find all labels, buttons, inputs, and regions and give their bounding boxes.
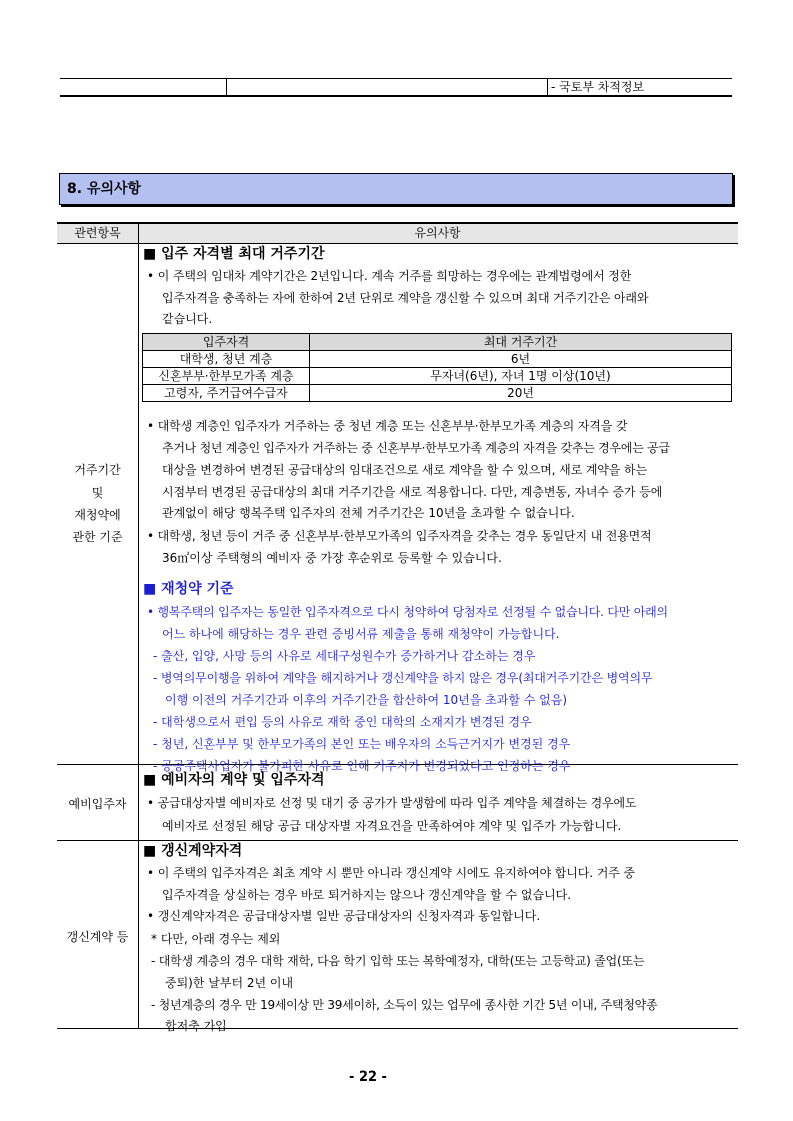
- renewal-label: 갱신계약 등: [66, 930, 129, 944]
- period-table: [142, 333, 732, 402]
- period-table-cell: 고령자, 주거급여수급자: [143, 385, 310, 402]
- renewal-line: - 대학생 계층의 경우 대학 재학, 다음 학기 입학 또는 복학예정자, 대학(또는 고등학교) 졸업(또는: [151, 954, 645, 968]
- reserve-heading: ■ 예비자의 계약 및 입주자격: [143, 772, 325, 788]
- period-table-cell: 6년: [310, 351, 732, 368]
- renewal-line: 합저축 가입: [165, 1019, 227, 1033]
- header-row-bottom-border: [57, 243, 738, 244]
- renewal-line: 입주자격을 상실하는 경우 바로 퇴거하지는 않으나 갱신계약을 할 수 없습니다.: [162, 888, 572, 902]
- residence-para2-line2: 추거나 청년 계층인 입주자가 거주하는 중 신혼부부·한부모가족 계층의 자격을 갖추는 경우에는 공급: [162, 441, 670, 455]
- reapply-line: 이행 이전의 거주기간과 이후의 거주기간을 합산하여 10년을 초과할 수 없음): [165, 693, 568, 707]
- residence-para2-line1: • 대학생 계층인 입주자가 거주하는 중 청년 계층 또는 신혼부부·한부모가족 계층의 자격을 갖: [147, 419, 628, 433]
- renewal-line: * 다만, 아래 경우는 제외: [151, 932, 281, 946]
- main-table-column-divider: [138, 224, 139, 1028]
- period-table-header-col2: 최대 거주기간: [310, 334, 732, 351]
- reserve-label: 예비입주자: [68, 797, 127, 811]
- top-table-divider-2: [547, 78, 548, 96]
- period-table-cell: 대학생, 청년 계층: [143, 351, 310, 368]
- page-number: - 22 -: [349, 1069, 387, 1085]
- residence-para3-line2: 36㎡이상 주택형의 예비자 중 가장 후순위로 등록할 수 있습니다.: [162, 551, 502, 565]
- residence-label-4: 관한 기준: [72, 530, 123, 544]
- reserve-line: • 공급대상자별 예비자로 선정 및 대기 중 공가가 발생함에 따라 입주 계약을 체결하는 경우에도: [147, 796, 637, 810]
- residence-label-3: 재청약에: [74, 508, 121, 522]
- residence-para2-line4: 시점부터 변경된 공급대상의 최대 거주기간을 새로 적용합니다. 다만, 계층변동, 자녀수 증가 등에: [162, 485, 663, 499]
- period-table-cell: 20년: [310, 385, 732, 402]
- period-table-row: [143, 351, 732, 368]
- residence-para2-line5: 관계없이 해당 행복주택 입주자의 전체 거주기간은 10년을 초과할 수 없습니다.: [162, 506, 575, 520]
- reapply-line: - 대학생으로서 편입 등의 사유로 재학 중인 대학의 소재지가 변경된 경우: [153, 715, 532, 729]
- period-table-header-col1: 입주자격: [143, 334, 310, 351]
- reapply-line: - 공공주택사업자가 불가피한 사유로 인해 거주지가 변경되었다고 인정하는 경우: [153, 759, 571, 773]
- renewal-line: - 청년계층의 경우 만 19세이상 만 39세이하, 소득이 있는 업무에 종사한 기간 5년 이내, 주택청약종: [151, 998, 658, 1012]
- section-title-bar: [59, 173, 733, 205]
- header-col2: 유의사항: [414, 226, 461, 240]
- renewal-line: • 갱신계약자격은 공급대상자별 일반 공급대상자의 신청자격과 동일합니다.: [147, 909, 541, 923]
- header-col1: 관련항목: [74, 226, 121, 240]
- period-table-header: [143, 334, 732, 351]
- residence-para3-line1: • 대학생, 청년 등이 거주 중 신혼부부·한부모가족의 입주자격을 갖추는 경우 동일단지 내 전용면적: [147, 529, 652, 543]
- residence-heading1: ■ 입주 자격별 최대 거주기간: [143, 246, 325, 262]
- residence-label-2: 및: [91, 486, 104, 500]
- top-table-note: - 국토부 차적정보: [551, 80, 645, 94]
- top-table-bottom-border: [60, 95, 732, 97]
- renewal-line: 중퇴)한 날부터 2년 이내: [165, 976, 294, 990]
- top-table-divider-1: [226, 78, 227, 96]
- top-table-top-border: [60, 78, 732, 79]
- residence-para1-line1: • 이 주택의 임대차 계약기간은 2년입니다. 계속 거주를 희망하는 경우에는 관계법령에서 정한: [147, 269, 632, 283]
- reapply-line: - 청년, 신혼부부 및 한부모가족의 본인 또는 배우자의 소득근거지가 변경된 경우: [153, 737, 571, 751]
- renewal-line: • 이 주택의 입주자격은 최초 계약 시 뿐만 아니라 갱신계약 시에도 유지하여야 합니다. 거주 중: [147, 866, 635, 880]
- row-divider-2: [57, 840, 738, 841]
- period-table-cell: 무자녀(6년), 자녀 1명 이상(10년): [310, 368, 732, 385]
- reapply-line: - 병역의무이행을 위하여 계약을 해지하거나 갱신계약을 하지 않은 경우(최대거주기간은 병역의무: [153, 671, 653, 685]
- period-table-row: [143, 385, 732, 402]
- residence-para1-line3: 같습니다.: [162, 312, 213, 326]
- period-table-row: [143, 368, 732, 385]
- reapply-line: - 출산, 입양, 사망 등의 사유로 세대구성원수가 증가하거나 감소하는 경우: [153, 649, 536, 663]
- main-table-bottom-border: [57, 1028, 738, 1029]
- residence-para1-line2: 입주자격을 충족하는 자에 한하여 2년 단위로 계약을 갱신할 수 있으며 최대 거주기간은 아래와: [162, 291, 649, 305]
- residence-heading2: ■ 재청약 기준: [143, 581, 234, 597]
- reserve-line: 예비자로 선정된 해당 공급 대상자별 자격요건을 만족하여야 계약 및 입주가 가능합니다.: [162, 819, 622, 833]
- renewal-heading: ■ 갱신계약자격: [143, 843, 243, 859]
- reapply-line: 어느 하나에 해당하는 경우 관련 증빙서류 제출을 통해 재청약이 가능합니다.: [162, 627, 560, 641]
- reapply-line: • 행복주택의 입주자는 동일한 입주자격으로 다시 청약하여 당첨자로 선정될 수 없습니다. 다만 아래의: [147, 605, 668, 619]
- residence-para2-line3: 대상을 변경하여 변경된 공급대상의 임대조건으로 새로 계약을 할 수 있으며, 새로 계약을 하는: [162, 463, 647, 477]
- section-title: 8. 유의사항: [67, 181, 142, 197]
- period-table-cell: 신혼부부·한부모가족 계층: [143, 368, 310, 385]
- residence-label-1: 거주기간: [74, 463, 121, 477]
